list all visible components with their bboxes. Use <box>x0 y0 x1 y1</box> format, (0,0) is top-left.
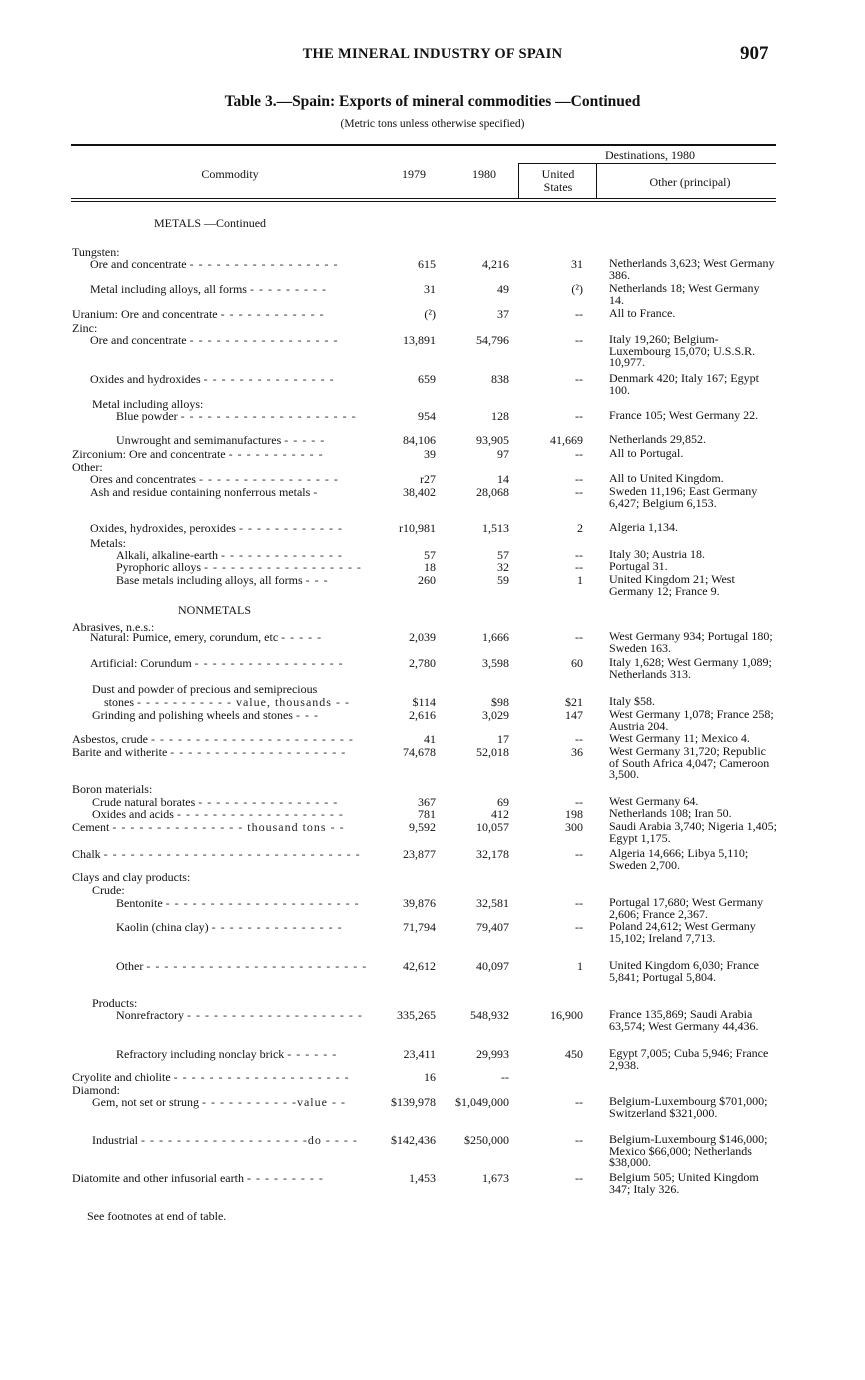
value-united-states: -- <box>575 307 583 321</box>
destinations-other: West Germany 934; Portugal 180; Sweden 163. <box>609 629 773 655</box>
commodity-label: Kaolin (china clay) <box>116 920 209 934</box>
leader-dots: - - - - - - - - - - -value - - <box>202 1095 346 1109</box>
destinations-other: France 105; West Germany 22. <box>609 408 759 422</box>
value-1979: 659 <box>418 372 436 386</box>
commodity-label: Artificial: Corundum <box>90 656 192 670</box>
value-1980: 79,407 <box>476 920 509 934</box>
commodity-cell <box>90 473 339 485</box>
commodity-label: Cement <box>72 820 110 834</box>
destinations-other: Sweden 11,196; East Germany 6,427; Belgium 6,153. <box>609 484 758 510</box>
commodity-label: Other <box>116 959 144 973</box>
commodity-label: Metal including alloys: <box>92 397 204 411</box>
value-1979: (²) <box>424 307 436 321</box>
commodity-cell <box>72 1172 324 1184</box>
value-united-states: -- <box>575 1171 583 1185</box>
commodity-label: Abrasives, n.e.s.: <box>72 620 155 634</box>
value-united-states: -- <box>575 1133 583 1147</box>
commodity-label: Diamond: <box>72 1083 120 1097</box>
value-united-states: -- <box>575 447 583 461</box>
value-united-states: -- <box>575 732 583 746</box>
leader-dots: - - - - - - - - - - - value, thousands - - <box>137 695 350 709</box>
leader-dots: - - - - - - - - - - - - - - - - - - - - <box>173 1070 350 1084</box>
value-united-states: -- <box>575 630 583 644</box>
value-united-states: -- <box>575 847 583 861</box>
commodity-label: Tungsten: <box>72 245 120 259</box>
value-1980: 59 <box>497 573 509 587</box>
commodity-cell <box>104 696 350 708</box>
column-header-united-states: United States <box>541 167 575 194</box>
commodity-label: Metal including alloys, all forms <box>90 282 247 296</box>
commodity-label: Cryolite and chiolite <box>72 1070 171 1084</box>
value-1980: 32,581 <box>476 896 509 910</box>
destinations-other: Netherlands 108; Iran 50. <box>609 806 732 820</box>
value-1980: $1,049,000 <box>455 1095 509 1109</box>
commodity-cell <box>72 448 324 460</box>
value-1979: 31 <box>424 282 436 296</box>
commodity-label: Boron materials: <box>72 782 153 796</box>
value-1980: 29,993 <box>476 1047 509 1061</box>
value-1979: 74,678 <box>403 745 436 759</box>
destinations-other: Algeria 14,666; Libya 5,110; Sweden 2,700. <box>609 846 749 872</box>
destinations-rule <box>518 163 776 164</box>
destinations-other: West Germany 31,720; Republic of South Africa 4,047; Cameroon 3,500. <box>609 744 770 781</box>
table-header-bottom-rule <box>71 198 776 199</box>
value-1979: 38,402 <box>403 485 436 499</box>
value-1979: 367 <box>418 795 436 809</box>
commodity-cell <box>72 783 152 795</box>
destinations-other: West Germany 64. <box>609 794 699 808</box>
commodity-label: Oxides, hydroxides, peroxides <box>90 521 236 535</box>
value-1980: 838 <box>491 372 509 386</box>
value-1979: 23,877 <box>403 847 436 861</box>
value-1980: 1,666 <box>482 630 509 644</box>
destinations-other: Saudi Arabia 3,740; Nigeria 1,405; Egypt 1,175. <box>609 819 777 845</box>
commodity-label: Oxides and hydroxides <box>90 372 201 386</box>
commodity-cell <box>90 486 318 498</box>
value-1979: 57 <box>424 548 436 562</box>
value-united-states: -- <box>575 372 583 386</box>
value-united-states: 300 <box>565 820 583 834</box>
leader-dots: - - - - - - - - - - - - - - <box>220 548 343 562</box>
commodity-cell <box>90 657 344 669</box>
leader-dots: - - - - - - - - - - - - - - - - - - - <box>176 807 344 821</box>
destinations-other: United Kingdom 6,030; France 5,841; Portugal 5,804. <box>609 958 759 984</box>
commodity-cell <box>92 1134 358 1146</box>
value-united-states: -- <box>575 896 583 910</box>
section-heading-metals: METALS —Continued <box>154 216 267 230</box>
value-united-states: -- <box>575 548 583 562</box>
commodity-label: Asbestos, crude <box>72 732 148 746</box>
leader-dots: - - - - - <box>281 630 323 644</box>
commodity-cell <box>90 522 343 534</box>
table-title: Table 3.—Spain: Exports of mineral commodities —Continued <box>224 93 641 110</box>
destinations-other: Denmark 420; Italy 167; Egypt 100. <box>609 371 759 397</box>
value-1979: r27 <box>420 472 436 486</box>
value-1980: 54,796 <box>476 333 509 347</box>
destinations-other: Portugal 31. <box>609 559 668 573</box>
commodity-label: Crude: <box>92 883 125 897</box>
commodity-cell <box>92 884 125 896</box>
value-1980: -- <box>501 1070 509 1084</box>
commodity-label: Oxides and acids <box>92 807 174 821</box>
value-1979: 39,876 <box>403 896 436 910</box>
value-united-states: 60 <box>571 656 583 670</box>
leader-dots: - - - - - - - - - - - - - - - - - - - - - - <box>165 896 360 910</box>
value-1979: 2,039 <box>409 630 436 644</box>
leader-dots: - - - - - - - - - - - - - - - - - - - - - - - - - - - - - <box>103 847 361 861</box>
value-1979: 13,891 <box>403 333 436 347</box>
commodity-label: Pyrophoric alloys <box>116 560 201 574</box>
leader-dots: - - - - - - - - - <box>246 1171 324 1185</box>
leader-dots: - - - - - - - - - - - - - - - - - - -do - - - - <box>141 1133 358 1147</box>
value-united-states: 31 <box>571 257 583 271</box>
leader-dots: - - - - - - - - - - - - - - - - <box>198 472 339 486</box>
value-1979: $142,436 <box>391 1133 436 1147</box>
value-1979: 42,612 <box>403 959 436 973</box>
destinations-other: All to United Kingdom. <box>609 471 724 485</box>
value-1980: 52,018 <box>476 745 509 759</box>
value-united-states: $21 <box>565 695 583 709</box>
commodity-label: Base metals including alloys, all forms <box>116 573 303 587</box>
value-1980: 548,932 <box>470 1008 509 1022</box>
table-top-rule <box>71 144 776 146</box>
value-united-states: -- <box>575 485 583 499</box>
value-1979: 84,106 <box>403 433 436 447</box>
value-united-states: (²) <box>571 282 583 296</box>
commodity-cell <box>116 1009 363 1021</box>
commodity-label: Diatomite and other infusorial earth <box>72 1171 244 1185</box>
value-1980: 49 <box>497 282 509 296</box>
commodity-cell <box>92 1096 346 1108</box>
value-united-states: 16,900 <box>550 1008 583 1022</box>
value-1980: 32 <box>497 560 509 574</box>
value-1980: 128 <box>491 409 509 423</box>
footnote: See footnotes at end of table. <box>87 1209 227 1223</box>
leader-dots: - - - - - - - - - - - - - - - - - - - - <box>180 409 357 423</box>
commodity-label: Blue powder <box>116 409 178 423</box>
leader-dots: - - - - - <box>284 433 326 447</box>
commodity-cell <box>90 373 335 385</box>
commodity-label: Grinding and polishing wheels and stones <box>92 708 293 722</box>
leader-dots: - - - <box>295 708 319 722</box>
value-1980: 28,068 <box>476 485 509 499</box>
commodity-cell <box>72 821 345 833</box>
column-header-1980: 1980 <box>472 167 496 181</box>
commodity-cell <box>116 897 360 909</box>
destinations-other: Belgium 505; United Kingdom 347; Italy 326. <box>609 1170 759 1196</box>
table-header-bottom-rule-2 <box>71 201 776 202</box>
leader-dots: - - - - - - - - - - - - <box>238 521 343 535</box>
destinations-other: All to Portugal. <box>609 446 684 460</box>
destinations-other: Netherlands 18; West Germany 14. <box>609 281 760 307</box>
destinations-other: United Kingdom 21; West Germany 12; France 9. <box>609 572 735 598</box>
commodity-label: Metals: <box>90 536 126 550</box>
column-header-commodity: Commodity <box>201 167 259 181</box>
value-1979: 2,616 <box>409 708 436 722</box>
commodity-label: Products: <box>92 996 138 1010</box>
commodity-cell <box>72 848 361 860</box>
value-united-states: 2 <box>577 521 583 535</box>
commodity-label: Natural: Pumice, emery, corundum, etc <box>90 630 279 644</box>
running-header-title: THE MINERAL INDUSTRY OF SPAIN <box>302 46 563 62</box>
value-1980: 57 <box>497 548 509 562</box>
value-1980: 4,216 <box>482 257 509 271</box>
leader-dots: - - - - - - - - - - - - - - - - - <box>194 656 344 670</box>
value-united-states: -- <box>575 795 583 809</box>
value-1980: 3,029 <box>482 708 509 722</box>
commodity-cell <box>116 561 362 573</box>
value-1980: 69 <box>497 795 509 809</box>
value-united-states: 147 <box>565 708 583 722</box>
value-1980: 97 <box>497 447 509 461</box>
value-united-states: 1 <box>577 573 583 587</box>
commodity-label: Zinc: <box>72 321 98 335</box>
destinations-other: Italy $58. <box>609 694 655 708</box>
column-header-1979: 1979 <box>402 167 426 181</box>
destinations-other: Netherlands 3,623; West Germany 386. <box>609 256 775 282</box>
value-1979: 9,592 <box>409 820 436 834</box>
value-1979: r10,981 <box>399 521 436 535</box>
value-1980: $98 <box>491 695 509 709</box>
leader-dots: - - - - - - - - - - - - - - - - - - - - <box>186 1008 363 1022</box>
commodity-cell <box>116 434 325 446</box>
value-1980: 1,673 <box>482 1171 509 1185</box>
value-1979: $139,978 <box>391 1095 436 1109</box>
page-number: 907 <box>740 43 769 64</box>
leader-dots: - - - - - - - - - - - - - - - - - <box>189 333 339 347</box>
commodity-label: Ore and concentrate <box>90 333 187 347</box>
leader-dots: - - - - - - - - - - - - - - - thousand tons - - <box>112 820 345 834</box>
value-united-states: -- <box>575 920 583 934</box>
us-column-divider <box>518 163 519 198</box>
destinations-other: Algeria 1,134. <box>609 520 678 534</box>
commodity-label: Zirconium: Ore and concentrate <box>72 447 226 461</box>
column-header-destinations: Destinations, 1980 <box>605 148 695 162</box>
column-header-other: Other (principal) <box>649 175 731 189</box>
value-1980: 93,905 <box>476 433 509 447</box>
commodity-label: Uranium: Ore and concentrate <box>72 307 218 321</box>
value-1979: 335,265 <box>397 1008 436 1022</box>
commodity-label: Other: <box>72 460 103 474</box>
value-1979: 781 <box>418 807 436 821</box>
commodity-cell <box>90 258 339 270</box>
leader-dots: - <box>313 485 319 499</box>
value-united-states: 450 <box>565 1047 583 1061</box>
leader-dots: - - - <box>305 573 329 587</box>
destinations-other: Italy 1,628; West Germany 1,089; Netherlands 313. <box>609 655 772 681</box>
commodity-label: stones <box>104 695 134 709</box>
commodity-cell <box>72 733 354 745</box>
destinations-other: Italy 30; Austria 18. <box>609 547 705 561</box>
value-1979: 41 <box>424 732 436 746</box>
leader-dots: - - - - - - - - - - - - - - - - - - <box>204 560 362 574</box>
commodity-label: Nonrefractory <box>116 1008 184 1022</box>
commodity-label: Chalk <box>72 847 101 861</box>
leader-dots: - - - - - - - - - - - - - - - <box>203 372 335 386</box>
leader-dots: - - - - - - - - - <box>249 282 327 296</box>
commodity-cell <box>116 574 329 586</box>
leader-dots: - - - - - - - - - - - - - - - - - - - - - - - - - <box>146 959 368 973</box>
commodity-label: Unwrought and semimanufactures <box>116 433 282 447</box>
value-1979: 71,794 <box>403 920 436 934</box>
commodity-label: Dust and powder of precious and semiprecious <box>92 682 318 696</box>
leader-dots: - - - - - - <box>287 1047 338 1061</box>
other-column-divider <box>596 163 597 198</box>
value-united-states: 36 <box>571 745 583 759</box>
commodity-cell <box>92 683 317 695</box>
commodity-cell <box>72 746 346 758</box>
destinations-other: West Germany 11; Mexico 4. <box>609 731 750 745</box>
commodity-label: Gem, not set or strung <box>92 1095 199 1109</box>
commodity-cell <box>116 921 343 933</box>
value-1979: 16 <box>424 1070 436 1084</box>
commodity-cell <box>92 808 344 820</box>
destinations-other: Netherlands 29,852. <box>609 432 706 446</box>
destinations-other: Egypt 7,005; Cuba 5,946; France 2,938. <box>609 1046 769 1072</box>
leader-dots: - - - - - - - - - - - - - - - - <box>198 795 339 809</box>
value-1979: 2,780 <box>409 656 436 670</box>
commodity-cell <box>72 1071 350 1083</box>
value-1980: 10,057 <box>476 820 509 834</box>
value-1979: $114 <box>412 695 436 709</box>
value-1980: 1,513 <box>482 521 509 535</box>
commodity-label: Ore and concentrate <box>90 257 187 271</box>
commodity-label: Ores and concentrates <box>90 472 196 486</box>
commodity-label: Refractory including nonclay brick <box>116 1047 285 1061</box>
value-united-states: -- <box>575 409 583 423</box>
value-1980: 3,598 <box>482 656 509 670</box>
destinations-other: Portugal 17,680; West Germany 2,606; France 2,367. <box>609 895 764 921</box>
value-united-states: -- <box>575 333 583 347</box>
destinations-other: Belgium-Luxembourg $701,000; Switzerland $321,000. <box>609 1094 768 1120</box>
leader-dots: - - - - - - - - - - - - - - - - - - - - <box>170 745 347 759</box>
value-1979: 1,453 <box>409 1171 436 1185</box>
leader-dots: - - - - - - - - - - - - - - - - - <box>189 257 339 271</box>
value-1979: 39 <box>424 447 436 461</box>
commodity-cell <box>116 1048 337 1060</box>
commodity-label: Clays and clay products: <box>72 870 191 884</box>
commodity-cell <box>72 308 325 320</box>
section-heading-nonmetals: NONMETALS <box>178 603 252 617</box>
commodity-label: Bentonite <box>116 896 163 910</box>
value-united-states: -- <box>575 560 583 574</box>
value-1980: 32,178 <box>476 847 509 861</box>
commodity-cell <box>90 283 327 295</box>
table-subtitle: (Metric tons unless otherwise specified) <box>340 118 525 130</box>
leader-dots: - - - - - - - - - - - - - - - <box>211 920 343 934</box>
value-1980: 37 <box>497 307 509 321</box>
value-united-states: -- <box>575 1095 583 1109</box>
commodity-label: Barite and witherite <box>72 745 168 759</box>
commodity-cell <box>90 334 339 346</box>
destinations-other: West Germany 1,078; France 258; Austria 204. <box>609 707 774 733</box>
value-1980: 14 <box>497 472 509 486</box>
leader-dots: - - - - - - - - - - - - - - - - - - - - - - - <box>150 732 354 746</box>
destinations-other: Belgium-Luxembourg $146,000; Mexico $66,000; Netherlands $38,000. <box>609 1132 768 1169</box>
commodity-label: Alkali, alkaline-earth <box>116 548 218 562</box>
value-united-states: 1 <box>577 959 583 973</box>
commodity-cell <box>92 709 319 721</box>
commodity-cell <box>116 410 357 422</box>
commodity-cell <box>72 871 190 883</box>
value-1979: 23,411 <box>403 1047 436 1061</box>
value-united-states: -- <box>575 472 583 486</box>
commodity-cell <box>90 631 322 643</box>
value-1980: 412 <box>491 807 509 821</box>
value-united-states: 41,669 <box>550 433 583 447</box>
destinations-other: Italy 19,260; Belgium-Luxembourg 15,070; U.S.S.R. 10,977. <box>609 332 756 369</box>
commodity-label: Industrial <box>92 1133 138 1147</box>
value-1979: 954 <box>418 409 436 423</box>
value-1980: 17 <box>497 732 509 746</box>
destinations-other: Poland 24,612; West Germany 15,102; Ireland 7,713. <box>609 919 756 945</box>
destinations-other: France 135,869; Saudi Arabia 63,574; West Germany 44,436. <box>609 1007 759 1033</box>
value-1979: 18 <box>424 560 436 574</box>
value-1979: 260 <box>418 573 436 587</box>
value-1980: $250,000 <box>464 1133 509 1147</box>
value-1979: 615 <box>418 257 436 271</box>
value-1980: 40,097 <box>476 959 509 973</box>
value-united-states: 198 <box>565 807 583 821</box>
commodity-cell <box>116 960 367 972</box>
commodity-label: Crude natural borates <box>92 795 196 809</box>
leader-dots: - - - - - - - - - - - <box>228 447 324 461</box>
leader-dots: - - - - - - - - - - - - <box>220 307 325 321</box>
commodity-label: Ash and residue containing nonferrous metals <box>90 485 311 499</box>
destinations-other: All to France. <box>609 306 676 320</box>
